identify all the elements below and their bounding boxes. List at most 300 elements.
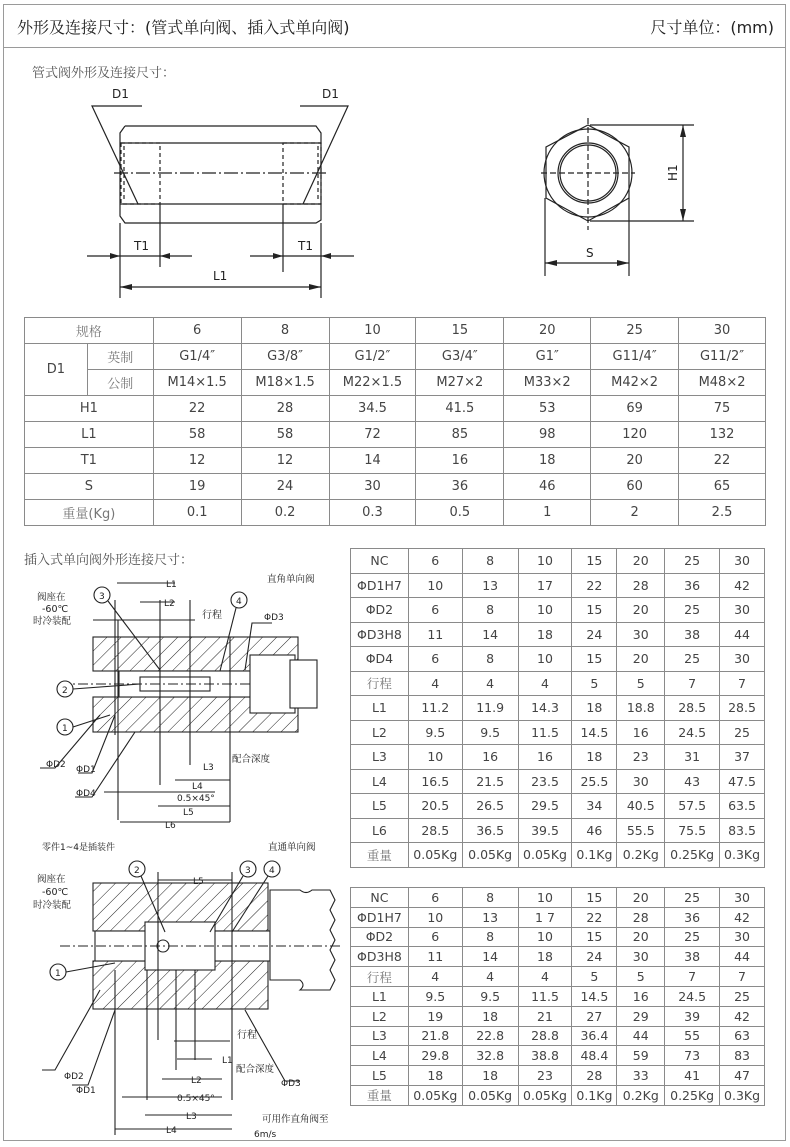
table-cell: 10 [518, 598, 572, 623]
table-cell: 0.2 [241, 500, 329, 526]
table-cell: 12 [241, 448, 329, 474]
table-row [351, 907, 765, 927]
table-cell: 28 [617, 907, 665, 927]
table-cell: 63.5 [720, 794, 765, 819]
table-cell: 25 [665, 888, 720, 908]
size-cell: 10 [329, 318, 416, 344]
table-cell: 43 [665, 769, 720, 794]
table-cell: 73 [665, 1046, 720, 1066]
table-cell: 25 [720, 986, 765, 1006]
table-cell: 40.5 [617, 794, 665, 819]
table-cell: 55.5 [617, 818, 665, 843]
row-label: NC [351, 888, 409, 908]
row-label: L1 [351, 986, 409, 1006]
table-cell: 25 [665, 647, 720, 672]
table-cell: 0.3Kg [720, 843, 765, 868]
drawing-label: L1 [166, 580, 177, 590]
table-cell: 29.5 [518, 794, 572, 819]
table-cell: G11/4″ [591, 344, 679, 370]
table-cell: 14 [329, 448, 416, 474]
table-cell: 53 [504, 396, 591, 422]
drawing-label: 1 [55, 969, 61, 979]
table-cell: 34.5 [329, 396, 416, 422]
unit-label: 尺寸单位：(mm) [650, 18, 774, 37]
pipe-valve-end-view [541, 118, 694, 276]
table-cell: 30 [720, 598, 765, 623]
table-cell: 6 [408, 927, 462, 947]
row-label: T1 [25, 448, 154, 474]
table-cell: 2 [591, 500, 679, 526]
drawing-label: ΦD2 [64, 1072, 84, 1082]
table-cell: 72 [329, 422, 416, 448]
table-cell: 44 [720, 947, 765, 967]
table-cell: 58 [153, 422, 241, 448]
table-row [25, 318, 766, 344]
row-label: 行程 [351, 671, 409, 696]
table-row [25, 422, 766, 448]
table-cell: 14.3 [518, 696, 572, 721]
table-cell: 5 [572, 671, 617, 696]
drawing-label: 2 [134, 866, 140, 876]
table-cell: 0.3 [329, 500, 416, 526]
table-cell: 31 [665, 745, 720, 770]
table-cell: 11.9 [462, 696, 518, 721]
table-cell: 4 [518, 967, 572, 987]
table-cell: 28.5 [720, 696, 765, 721]
table-cell: 23.5 [518, 769, 572, 794]
table-cell: 26.5 [462, 794, 518, 819]
table-cell: 20 [617, 927, 665, 947]
drawing-label: 配合深度 [232, 754, 271, 765]
table-row [351, 1026, 765, 1046]
row-label: ΦD1H7 [351, 907, 409, 927]
spec-header: 规格 [25, 318, 154, 344]
table-cell: 18 [572, 696, 617, 721]
table-cell: 19 [153, 474, 241, 500]
table-cell: 8 [462, 888, 518, 908]
drawing-label: 1 [62, 724, 68, 734]
table-cell: 47.5 [720, 769, 765, 794]
d1-left-label: D1 [112, 87, 129, 101]
table-cell: 33 [617, 1066, 665, 1086]
table-cell: 18 [408, 1066, 462, 1086]
table-cell: 24 [572, 947, 617, 967]
row-label: L3 [351, 745, 409, 770]
table-cell: 9.5 [408, 720, 462, 745]
table-cell: 10 [518, 888, 572, 908]
drawing-label: L2 [164, 599, 175, 609]
pipe-valve-side-view [0, 0, 790, 310]
table-cell: 132 [679, 422, 766, 448]
table-row [25, 344, 766, 370]
table-row [351, 794, 765, 819]
table-cell: 25 [665, 598, 720, 623]
table-row [351, 598, 765, 623]
size-cell: 6 [153, 318, 241, 344]
table-cell: 16 [462, 745, 518, 770]
table-cell: 18.8 [617, 696, 665, 721]
row-label: L5 [351, 794, 409, 819]
table-cell: 83.5 [720, 818, 765, 843]
size-cell: 20 [504, 318, 591, 344]
table-cell: 85 [416, 422, 504, 448]
table-cell: 22 [679, 448, 766, 474]
h1-label: H1 [666, 164, 680, 181]
table-cell: 60 [591, 474, 679, 500]
table-row [351, 1006, 765, 1026]
table-cell: 32.8 [462, 1046, 518, 1066]
drawing-label: 0.5×45° [177, 1094, 215, 1104]
table-cell: 10 [408, 907, 462, 927]
drawing-label: 4 [236, 597, 242, 607]
table-row [351, 947, 765, 967]
row-label: L1 [25, 422, 154, 448]
table-cell: G11/2″ [679, 344, 766, 370]
table-cell: 14 [462, 622, 518, 647]
size-cell: 30 [679, 318, 766, 344]
table-cell: 10 [518, 549, 572, 574]
table-cell: 1 [504, 500, 591, 526]
table-cell: M48×2 [679, 370, 766, 396]
table-cell: 15 [572, 888, 617, 908]
table-cell: 20 [591, 448, 679, 474]
table-cell: 6 [408, 598, 462, 623]
table-cell: 24 [241, 474, 329, 500]
drawing-label: 行程 [202, 610, 222, 621]
table-cell: 30 [329, 474, 416, 500]
table-cell: 25 [665, 927, 720, 947]
drawing-label: 行程 [237, 1030, 257, 1041]
table-cell: 24.5 [665, 986, 720, 1006]
table-cell: 20 [617, 888, 665, 908]
table-cell: 42 [720, 907, 765, 927]
table-cell: 18 [518, 947, 572, 967]
table-cell: 13 [462, 573, 518, 598]
row-label: 行程 [351, 967, 409, 987]
table-cell: 83 [720, 1046, 765, 1066]
row-label: ΦD3H8 [351, 947, 409, 967]
row-label: L2 [351, 1006, 409, 1026]
table-cell: 11.5 [518, 720, 572, 745]
table-cell: 36 [665, 573, 720, 598]
table-cell: 7 [665, 967, 720, 987]
table-cell: 30 [617, 769, 665, 794]
table-cell: 18 [462, 1066, 518, 1086]
row-label: L3 [351, 1026, 409, 1046]
table-cell: 59 [617, 1046, 665, 1066]
table-cell: M42×2 [591, 370, 679, 396]
table-cell: 6 [408, 647, 462, 672]
table-cell: 0.05Kg [518, 1085, 572, 1105]
d1-row-label: D1 [25, 344, 88, 396]
table-cell: 8 [462, 598, 518, 623]
table-cell: 42 [720, 1006, 765, 1026]
drawing-label: 时冷装配 [33, 616, 72, 627]
drawing-label: ΦD3 [264, 613, 284, 623]
table-cell: 1 7 [518, 907, 572, 927]
straight-caption: 直通单向阀 [268, 842, 316, 853]
table-cell: 41 [665, 1066, 720, 1086]
table-cell: 23 [617, 745, 665, 770]
drawing-label: L6 [165, 821, 176, 831]
table-row [351, 573, 765, 598]
table-cell: G1/4″ [153, 344, 241, 370]
table-cell: 4 [462, 671, 518, 696]
table-cell: 24.5 [665, 720, 720, 745]
table-cell: 28 [241, 396, 329, 422]
table-row [351, 696, 765, 721]
table-cell: 11 [408, 622, 462, 647]
table-cell: 44 [720, 622, 765, 647]
table-cell: 0.2Kg [617, 1085, 665, 1105]
straight-valve-table [350, 887, 765, 1106]
table-cell: 75 [679, 396, 766, 422]
table-cell: 30 [720, 647, 765, 672]
table-cell: 0.25Kg [665, 1085, 720, 1105]
table-row [351, 818, 765, 843]
table-cell: 30 [720, 888, 765, 908]
table-cell: 14 [462, 947, 518, 967]
table-cell: 21.5 [462, 769, 518, 794]
table-cell: 46 [504, 474, 591, 500]
row-label: ΦD2 [351, 598, 409, 623]
drawing-label: L2 [191, 1076, 202, 1086]
table-cell: 0.05Kg [462, 843, 518, 868]
table-cell: 0.25Kg [665, 843, 720, 868]
table-cell: 20 [617, 549, 665, 574]
row-label: 重量 [351, 843, 409, 868]
row-label: L6 [351, 818, 409, 843]
table-cell: 16.5 [408, 769, 462, 794]
t1-left-label: T1 [134, 239, 149, 253]
drawing-label: L3 [186, 1112, 197, 1122]
table-row [351, 927, 765, 947]
table-cell: 28.8 [518, 1026, 572, 1046]
row-label: ΦD2 [351, 927, 409, 947]
l1-label: L1 [213, 269, 228, 283]
right-angle-valve-table [350, 548, 765, 868]
drawing-label: 3 [99, 592, 105, 602]
table-cell: 17 [518, 573, 572, 598]
table-row [351, 622, 765, 647]
table-cell: 22 [153, 396, 241, 422]
table-row [351, 769, 765, 794]
table-cell: 36 [665, 907, 720, 927]
drawing-label: ΦD2 [46, 760, 66, 770]
table-cell: 55 [665, 1026, 720, 1046]
table-cell: 16 [617, 986, 665, 1006]
table-row [351, 843, 765, 868]
table-cell: 16 [416, 448, 504, 474]
table-cell: 6 [408, 888, 462, 908]
row-label: ΦD3H8 [351, 622, 409, 647]
table-cell: 25 [720, 720, 765, 745]
table-cell: 20 [617, 647, 665, 672]
parts-note: 零件1~4是插装件 [42, 843, 115, 853]
table-cell: 9.5 [408, 986, 462, 1006]
table-cell: 30 [720, 549, 765, 574]
table-cell: 46 [572, 818, 617, 843]
table-cell: 41.5 [416, 396, 504, 422]
table-cell: 6 [408, 549, 462, 574]
table-cell: 4 [408, 967, 462, 987]
table-cell: 120 [591, 422, 679, 448]
drawing-label: 阀座在 [37, 592, 66, 603]
drawing-label: ΦD1 [76, 1086, 96, 1096]
table-cell: 36.5 [462, 818, 518, 843]
drawing-label: 可用作直角阀至 [262, 1114, 329, 1125]
table-cell: 18 [518, 622, 572, 647]
table-cell: 5 [572, 967, 617, 987]
table-cell: M14×1.5 [153, 370, 241, 396]
table-cell: 23 [518, 1066, 572, 1086]
drawing-label: L5 [193, 877, 204, 887]
table-cell: 11.2 [408, 696, 462, 721]
right-angle-valve-drawing [0, 560, 350, 1147]
table-cell: 0.2Kg [617, 843, 665, 868]
drawing-label: 3 [245, 866, 251, 876]
table-cell: 20 [617, 598, 665, 623]
row-label: NC [351, 549, 409, 574]
table-cell: 34 [572, 794, 617, 819]
pipe-valve-table [24, 317, 766, 526]
table-cell: G3/8″ [241, 344, 329, 370]
d1-right-label: D1 [322, 87, 339, 101]
table-row [351, 720, 765, 745]
table-cell: 10 [408, 745, 462, 770]
table-cell: G3/4″ [416, 344, 504, 370]
table-cell: 28.5 [408, 818, 462, 843]
table-cell: 22.8 [462, 1026, 518, 1046]
imperial-label: 英制 [87, 344, 153, 370]
table-cell: 37 [720, 745, 765, 770]
table-cell: 25.5 [572, 769, 617, 794]
table-cell: 18 [462, 1006, 518, 1026]
table-cell: 9.5 [462, 986, 518, 1006]
row-label: ΦD4 [351, 647, 409, 672]
table-cell: 69 [591, 396, 679, 422]
table-row [25, 474, 766, 500]
table-cell: 10 [518, 927, 572, 947]
table-cell: 9.5 [462, 720, 518, 745]
row-label: L5 [351, 1066, 409, 1086]
table-cell: 4 [462, 967, 518, 987]
drawing-label: 0.5×45° [177, 794, 215, 804]
pipe-table-body [25, 396, 766, 526]
table-cell: 0.05Kg [408, 1085, 462, 1105]
drawing-label: ΦD4 [76, 789, 96, 799]
table-cell: 11.5 [518, 986, 572, 1006]
table-cell: 22 [572, 907, 617, 927]
table-cell: 18 [504, 448, 591, 474]
drawing-label: ΦD3 [281, 1079, 301, 1089]
table-row [25, 500, 766, 526]
table-cell: M18×1.5 [241, 370, 329, 396]
table-row [351, 1085, 765, 1105]
table-cell: 15 [572, 549, 617, 574]
drawing-label: L4 [192, 782, 203, 792]
metric-label: 公制 [87, 370, 153, 396]
table-cell: 13 [462, 907, 518, 927]
table-cell: 48.4 [572, 1046, 617, 1066]
t1-right-label: T1 [298, 239, 313, 253]
table-cell: 0.1Kg [572, 1085, 617, 1105]
row-label: S [25, 474, 154, 500]
table-cell: 4 [408, 671, 462, 696]
table-cell: G1″ [504, 344, 591, 370]
table-row [25, 396, 766, 422]
table-cell: 57.5 [665, 794, 720, 819]
drawing-label: 时冷装配 [33, 900, 72, 911]
table-cell: 0.1Kg [572, 843, 617, 868]
table-cell: 24 [572, 622, 617, 647]
table-cell: G1/2″ [329, 344, 416, 370]
drawing-label: ΦD1 [76, 765, 96, 775]
table-cell: 30 [617, 947, 665, 967]
drawing-label: 阀座在 [37, 874, 66, 885]
table-cell: 65 [679, 474, 766, 500]
table-cell: 8 [462, 549, 518, 574]
row-label: 重量 [351, 1085, 409, 1105]
table-row [351, 1046, 765, 1066]
table-cell: 30 [617, 622, 665, 647]
table-cell: 28.5 [665, 696, 720, 721]
table-cell: 8 [462, 647, 518, 672]
table-cell: 12 [153, 448, 241, 474]
table-cell: 39 [665, 1006, 720, 1026]
drawing-label: 2 [62, 686, 68, 696]
table-row [351, 671, 765, 696]
table-cell: 0.3Kg [720, 1085, 765, 1105]
table-cell: M33×2 [504, 370, 591, 396]
table-row [351, 549, 765, 574]
page-title: 外形及连接尺寸：(管式单向阀、插入式单向阀) [17, 18, 350, 37]
table-cell: M22×1.5 [329, 370, 416, 396]
size-cell: 15 [416, 318, 504, 344]
table-row [25, 448, 766, 474]
row-label: L2 [351, 720, 409, 745]
table-row [351, 647, 765, 672]
table-cell: 10 [518, 647, 572, 672]
pipe-section-title: 管式阀外形及连接尺寸： [32, 66, 176, 81]
table-row [351, 1066, 765, 1086]
table-cell: 58 [241, 422, 329, 448]
table-cell: 27 [572, 1006, 617, 1026]
table-cell: 0.05Kg [518, 843, 572, 868]
table-row [25, 370, 766, 396]
drawing-label: L3 [203, 763, 214, 773]
table-cell: 7 [665, 671, 720, 696]
table-cell: 63 [720, 1026, 765, 1046]
table-cell: 75.5 [665, 818, 720, 843]
table-cell: 36.4 [572, 1026, 617, 1046]
table-cell: 28 [572, 1066, 617, 1086]
table-cell: 30 [720, 927, 765, 947]
table-cell: 22 [572, 573, 617, 598]
table-cell: 16 [617, 720, 665, 745]
table-cell: 0.5 [416, 500, 504, 526]
row-label: L1 [351, 696, 409, 721]
table-cell: 44 [617, 1026, 665, 1046]
table-cell: 11 [408, 947, 462, 967]
table-cell: 5 [617, 671, 665, 696]
table-cell: 5 [617, 967, 665, 987]
table-cell: 98 [504, 422, 591, 448]
table-cell: 47 [720, 1066, 765, 1086]
table-cell: 38 [665, 622, 720, 647]
table-cell: 28 [617, 573, 665, 598]
table-cell: 21.8 [408, 1026, 462, 1046]
